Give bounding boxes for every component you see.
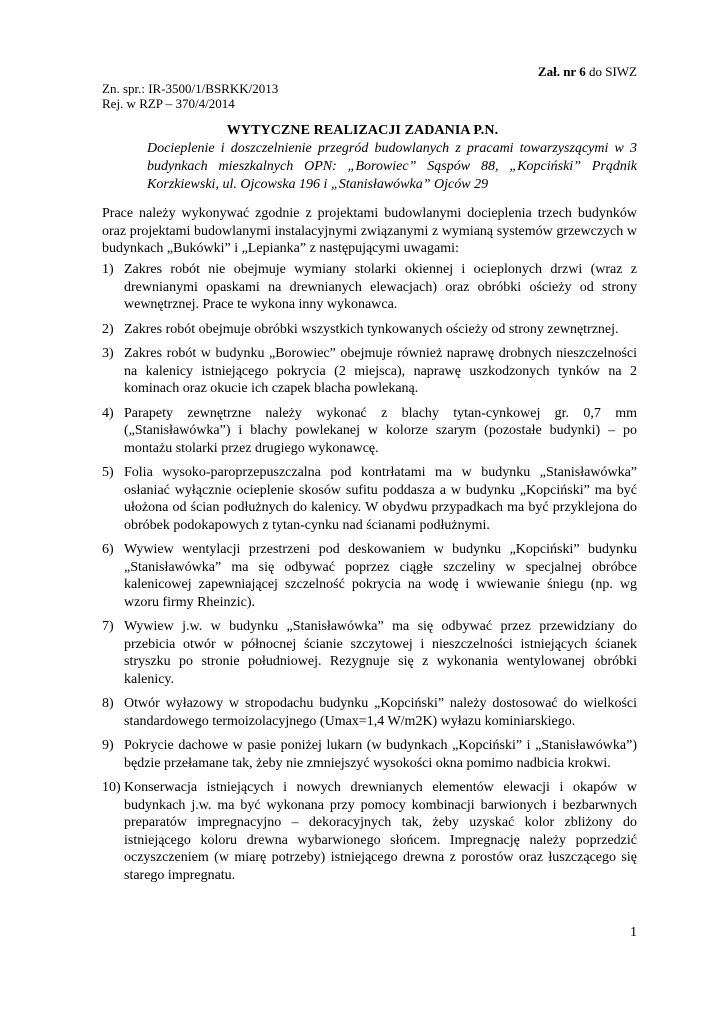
item-number: 1) <box>102 262 114 277</box>
list-item <box>102 695 637 730</box>
document-title: WYTYCZNE REALIZACJI ZADANIA P.N. <box>226 123 499 138</box>
list-item <box>102 737 637 772</box>
item-number: 10) <box>102 780 121 795</box>
item-number: 2) <box>102 321 114 337</box>
annex-label <box>538 64 637 80</box>
list-item <box>102 321 637 339</box>
list-item <box>102 261 637 314</box>
page-number: 1 <box>630 925 637 940</box>
item-text: Folia wysoko-paroprzepuszczalna pod kontrłatami ma w budynku „Stanisławówka” osłaniać wyłącznie ocieplenie skosów sufitu poddasza a w budynku „Kopciński” ma być ułożona od ścian podłużnych do kalenicy. W obydwu przypadkach ma być przyklejona do obróbek podokapowych z tytan-cynku nad ścianami podłużnymi. <box>124 465 637 533</box>
item-text: Zakres robót nie obejmuje wymiany stolarki okiennej i ocieplonych drzwi (wraz z drewnianymi opaskami na drewnianych elewacjach) oraz obróbki ościeży od strony wewnętrznej. Prace te wykona inny wykonawca. <box>124 262 637 312</box>
item-number: 9) <box>102 738 114 753</box>
list-item <box>102 345 637 398</box>
list-item <box>102 464 637 534</box>
item-number: 4) <box>102 405 114 421</box>
item-text: Parapety zewnętrzne należy wykonać z blachy tytan-cynkowej gr. 0,7 mm („Stanisławówka”) i blachy powlekanej w kolorze szarym (pozostałe budynki) – po montażu stolarki przez drugiego wykonawcę. <box>124 405 637 456</box>
list-item <box>102 405 637 458</box>
item-number: 8) <box>102 696 114 711</box>
requirements-list <box>102 261 637 884</box>
document-subtitle: Docieplenie i doszczelnienie przegród budowlanych z pracami towarzyszącymi w 3 budynkach mieszkalnych OPN: „Borowiec” Sąspów 88, „Kopciński” Prądnik Korzkiewski, ul. Ojcowska 196 i „Stanisławówka” Ojców 29 <box>147 141 637 192</box>
item-number: 6) <box>102 542 114 557</box>
item-text: Wywiew wentylacji przestrzeni pod deskowaniem w budynku „Kopciński” budynku „Stanisławówka” ma się odbywać poprzez ciągłe szczeliny w specjalnej obróbce kalenicowej zapewniającej szczelność pokrycia na wodę i wwiewanie śniegu (np. wg wzoru firmy Rheinzic). <box>124 542 637 610</box>
case-reference: Zn. spr.: IR-3500/1/BSRKK/2013 <box>102 81 279 96</box>
item-text: Zakres robót obejmuje obróbki wszystkich tynkowanych ościeży od strony zewnętrznej. <box>124 321 619 337</box>
annex-number: Zał. nr 6 <box>537 64 586 79</box>
intro-paragraph: Prace należy wykonywać zgodnie z projektami budowlanymi docieplenia trzech budynków oraz projektami budowlanymi instalacyjnymi związanymi z wymianą systemów grzewczych w budynkach „Bukówki” i „Lepianka” z następującymi uwagami: <box>102 206 637 256</box>
annex-suffix: do SIWZ <box>585 64 637 79</box>
list-item <box>102 618 637 688</box>
item-text: Zakres robót w budynku „Borowiec” obejmuje również naprawę drobnych nieszczelności na kalenicy istniejącego pokrycia (2 miejsca), naprawę uszkodzonych tynków na 2 kominach oraz okucie ich czapek blacha powlekaną. <box>124 346 637 396</box>
item-number: 7) <box>102 619 114 634</box>
register-reference: Rej. w RZP – 370/4/2014 <box>102 96 235 111</box>
item-text: Pokrycie dachowe w pasie poniżej lukarn (w budynkach „Kopciński” i „Stanisławówka”) będzie przełamane tak, żeby nie zmniejszyć wysokości okna pomimo nadbicia krokwi. <box>124 738 637 771</box>
item-number: 3) <box>102 346 114 361</box>
item-number: 5) <box>102 465 114 480</box>
item-text: Otwór wyłazowy w stropodachu budynku „Kopciński” należy dostosować do wielkości standardowego termoizolacyjnego (Umax=1,4 W/m2K) wyłazu kominiarskiego. <box>124 696 637 729</box>
item-text: Konserwacja istniejących i nowych drewnianych elementów elewacji i okapów w budynkach j.w. ma być wykonana przy pomocy kombinacji barwionych i bezbarwnych preparatów impregnacyjno – dekoracyjnych tak, żeby uzyskać kolor zbliżony do istniejącego koloru drewna wybarwionego słońcem. Impregnację należy poprzedzić oczyszczeniem (w miarę potrzeby) istniejącego drewna z porostów oraz łuszczącego się starego impregnatu. <box>124 780 637 883</box>
list-item <box>102 779 637 884</box>
list-item <box>102 541 637 611</box>
item-text: Wywiew j.w. w budynku „Stanisławówka” ma się odbywać przez przewidziany do przebicia otwór w północnej ścianie szczytowej i nieszczelności istniejących ścianek stryszku po stronie południowej. Rezygnuje się z wykonania wentylowanej obróbki kalenicy. <box>124 619 637 687</box>
